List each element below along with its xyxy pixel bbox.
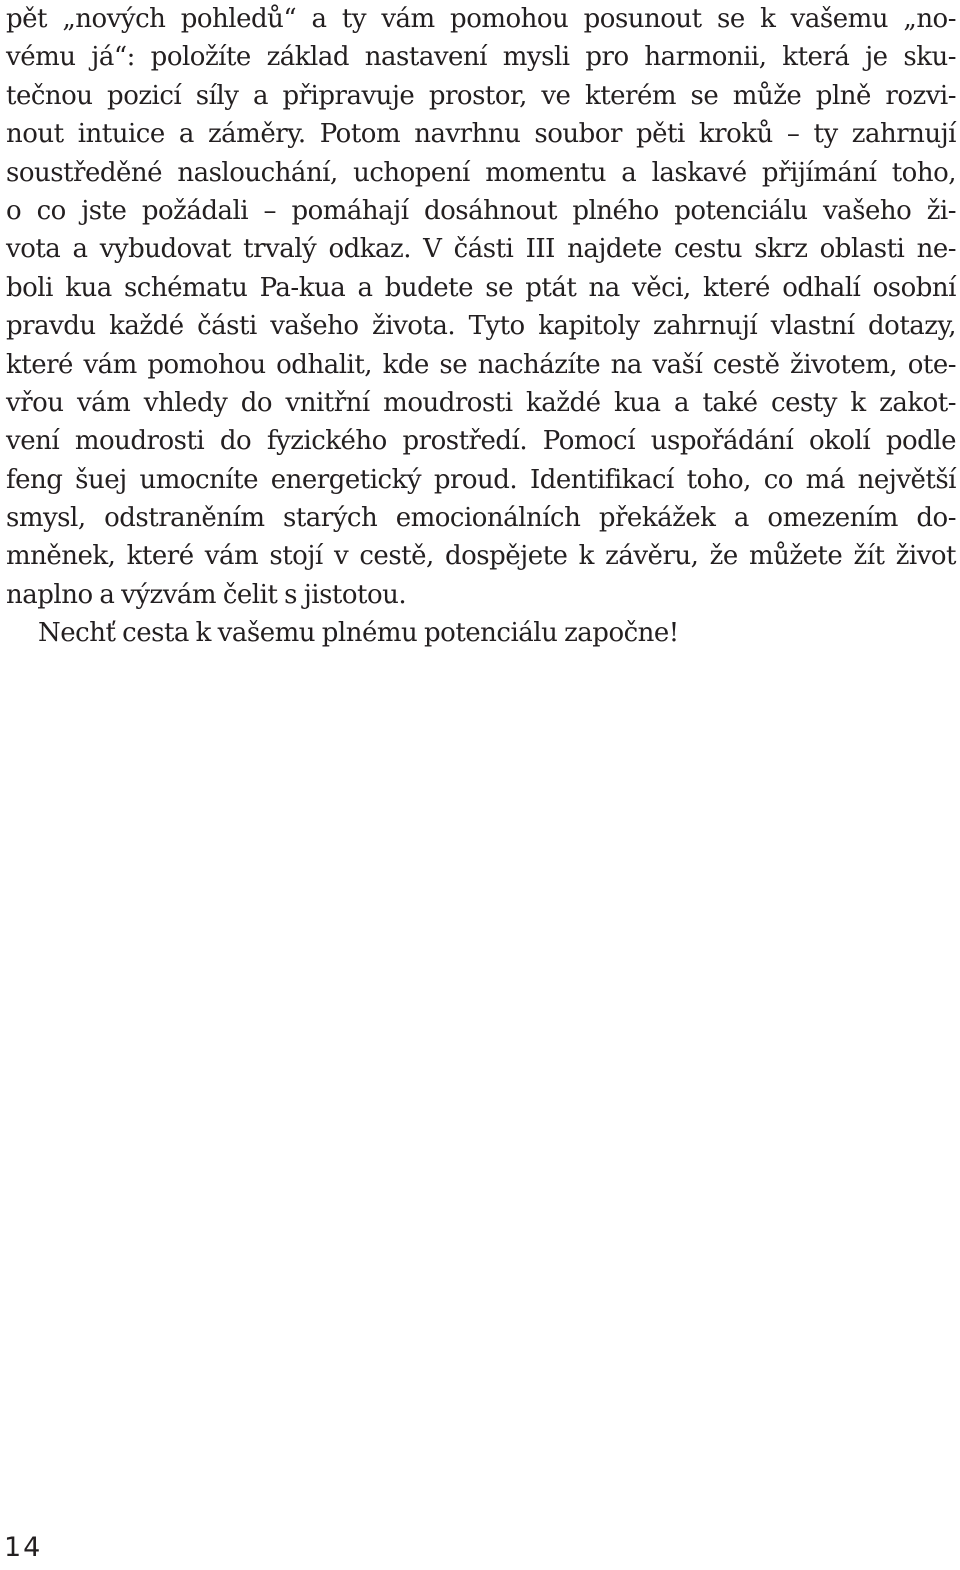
closing-paragraph: Nechť cesta k vašemu plnému potenciálu započne!: [38, 618, 679, 649]
text-line: pravdu každé části vašeho života. Tyto kapitoly zahrnují vlastní dotazy,: [6, 311, 956, 342]
text-line: pět „nových pohledů“ a ty vám pomohou posunout se k vašemu „no-: [6, 4, 956, 34]
page-number: 14: [4, 1532, 43, 1563]
text-line: které vám pomohou odhalit, kde se nacházíte na vaší cestě životem, ote-: [6, 349, 956, 380]
text-line: boli kua schématu Pa-kua a budete se ptát na věci, které odhalí osobní: [6, 272, 956, 303]
text-line: vení moudrosti do fyzického prostředí. Pomocí uspořádání okolí podle: [6, 426, 956, 457]
text-line: vému já“: položíte základ nastavení mysli pro harmonii, která je sku-: [6, 42, 956, 73]
text-line: tečnou pozicí síly a připravuje prostor, ve kterém se může plně rozvi-: [6, 80, 956, 111]
text-line: feng šuej umocníte energetický proud. Identifikací toho, co má největší: [6, 464, 956, 495]
text-line: smysl, odstraněním starých emocionálních překážek a omezením do-: [6, 503, 956, 534]
text-line: o co jste požádali – pomáhají dosáhnout plného potenciálu vašeho ži-: [6, 195, 956, 226]
text-line: vřou vám vhledy do vnitřní moudrosti každé kua a také cesty k zakot-: [6, 387, 956, 418]
text-line: mněnek, které vám stojí v cestě, dospějete k závěru, že můžete žít život: [6, 541, 956, 572]
body-text: [6, 0, 956, 653]
text-line: naplno a výzvám čelit s jistotou.: [6, 579, 407, 610]
text-line: vota a vybudovat trvalý odkaz. V části III najdete cestu skrz oblasti ne-: [6, 234, 956, 265]
text-line: soustředěné naslouchání, uchopení momentu a laskavé přijímání toho,: [6, 157, 956, 188]
text-line: nout intuice a záměry. Potom navrhnu soubor pěti kroků – ty zahrnují: [6, 119, 956, 150]
